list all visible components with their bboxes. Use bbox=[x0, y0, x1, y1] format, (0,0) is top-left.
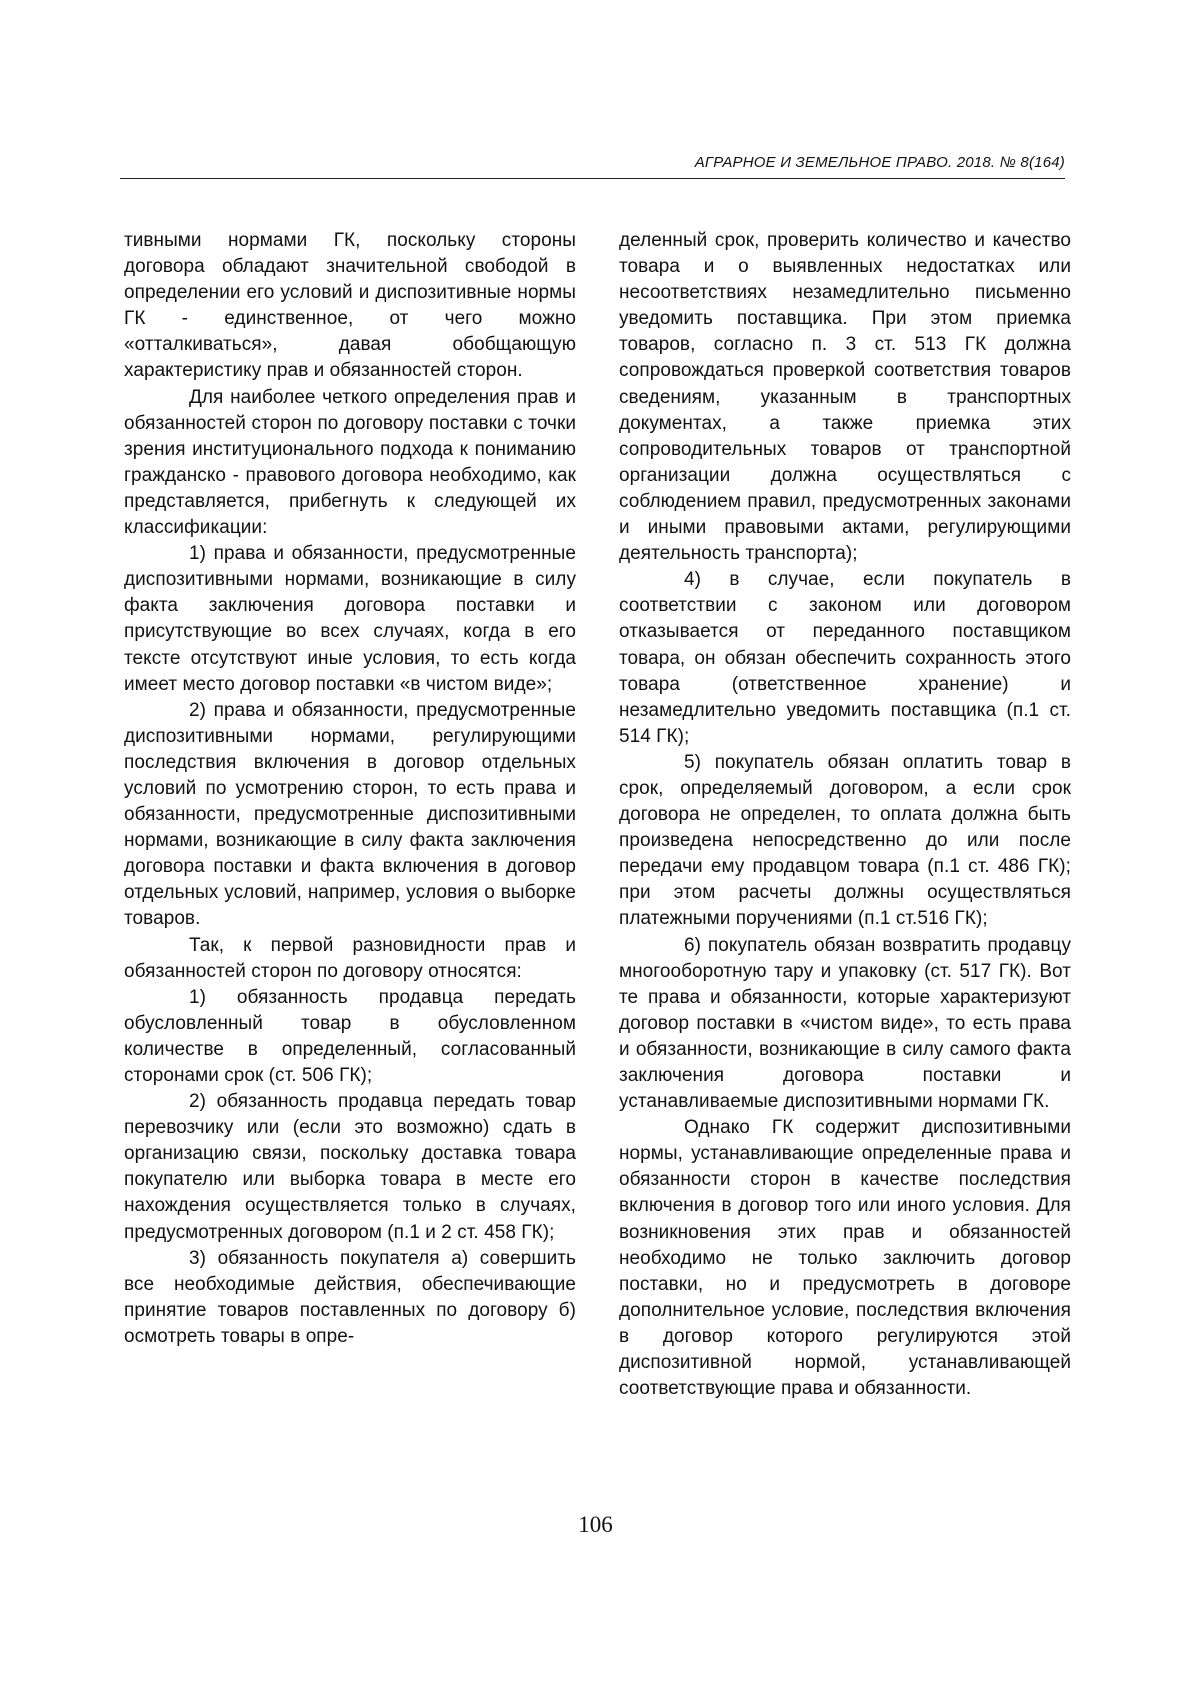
paragraph: Для наиболее четкого определения прав и обязанностей сторон по договору поставки с точки зрения институционального подхода к пониманию гражданско - правового договора необходимо, как представляется, прибегнуть к следующей их классификации: bbox=[124, 386, 576, 539]
left-column bbox=[124, 228, 576, 1350]
list-item: 1) права и обязанности, предусмотренные диспозитивными нормами, возникающие в силу факта заключения договора поставки и присутствующие во всех случаях, когда в его тексте отсутствуют иные условия, то есть когда имеет место договор поставки «в чистом виде»; bbox=[124, 543, 576, 695]
page-number: 106 bbox=[578, 1512, 613, 1537]
list-item: 4) в случае, если покупатель в соответствии с законом или договором отказывается от переданного поставщиком товара, он обязан обеспечить сохранность этого товара (ответственное хранение) и незамедлительно уведомить поставщика (п.1 ст. 514 ГК); bbox=[619, 569, 1071, 747]
running-header bbox=[120, 154, 1065, 184]
paragraph: Однако ГК содержит диспозитивными нормы, устанавливающие определенные права и обязанности сторон в качестве последствия включения в договор того или иного условия. Для возникновения этих прав и обязанностей необходимо не только заключить договор поставки, но и предусмотреть в договоре дополнительное условие, последствия включения в договор которого регулируются этой диспозитивной нормой, устанавливающей соответствующие права и обязанности. bbox=[619, 1117, 1071, 1400]
list-item: 1) обязанность продавца передать обусловленный товар в обусловленном количестве в определенный, согласованный сторонами срок (ст. 506 ГК); bbox=[124, 986, 576, 1086]
header-rule bbox=[120, 178, 1065, 179]
list-item: 2) обязанность продавца передать товар перевозчику или (если это возможно) сдать в организацию связи, поскольку доставка товара покупателю или выборка товара в месте его нахождения осуществляется только в случаях, предусмотренных договором (п.1 и 2 ст. 458 ГК); bbox=[124, 1091, 576, 1243]
paragraph: тивными нормами ГК, поскольку стороны договора обладают значительной свободой в определении его условий и диспозитивные нормы ГК - единственное, от чего можно «отталкиваться», давая обобщающую характеристику прав и обязанностей сторон. bbox=[124, 230, 576, 382]
list-item: 6) покупатель обязан возвратить продавцу многооборотную тару и упаковку (ст. 517 ГК). Вот те права и обязанности, которые характеризуют договор поставки в «чистом виде», то есть права и обязанности, возникающие в силу самого факта заключения договора поставки и устанавливаемые диспозитивными нормами ГК. bbox=[619, 934, 1071, 1113]
paragraph: деленный срок, проверить количество и качество товара и о выявленных недостатках или несоответствиях незамедлительно письменно уведомить поставщика. При этом приемка товаров, согласно п. 3 ст. 513 ГК должна сопровождаться проверкой соответствия товаров сведениям, указанным в транспортных документах, а также приемка этих сопроводительных товаров от транспортной организации должна осуществляться с соблюдением правил, предусмотренных законами и иными правовыми актами, регулирующими деятельность транспорта); bbox=[619, 230, 1071, 565]
paragraph: Так, к первой разновидности прав и обязанностей сторон по договору относятся: bbox=[124, 934, 576, 982]
list-item: 3) обязанность покупателя а) совершить все необходимые действия, обеспечивающие принятие товаров поставленных по договору б) осмотреть товары в опре- bbox=[124, 1247, 576, 1347]
list-item: 2) права и обязанности, предусмотренные диспозитивными нормами, регулирующими последствия включения в договор отдельных условий по усмотрению сторон, то есть права и обязанности, предусмотренные диспозитивными нормами, возникающие в силу факта заключения договора поставки и факта включения в договор отдельных условий, например, условия о выборке товаров. bbox=[124, 699, 576, 930]
right-column bbox=[619, 228, 1071, 1402]
list-item: 5) покупатель обязан оплатить товар в срок, определяемый договором, а если срок договора не определен, то оплата должна быть произведена непосредственно до или после передачи ему продавцом товара (п.1 ст. 486 ГК); при этом расчеты должны осуществляться платежными поручениями (п.1 ст.516 ГК); bbox=[619, 751, 1071, 930]
journal-title: АГРАРНОЕ И ЗЕМЕЛЬНОЕ ПРАВО. 2018. № 8(164) bbox=[694, 154, 1065, 171]
